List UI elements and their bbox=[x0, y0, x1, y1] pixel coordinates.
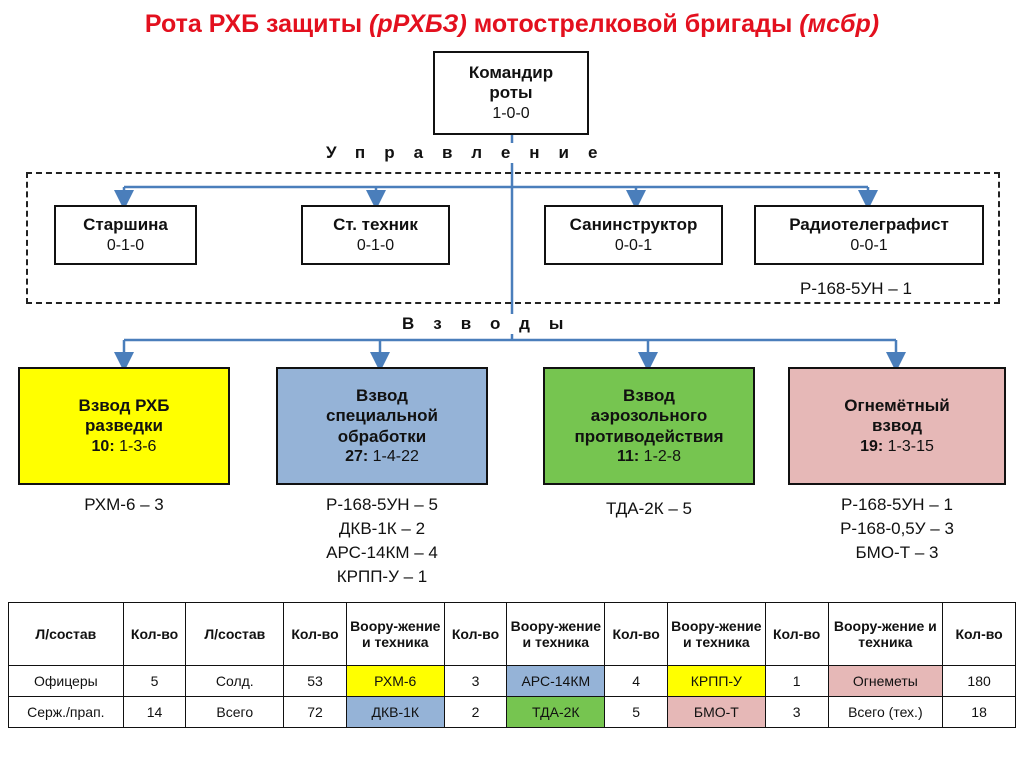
platoon-name-line: Взвод bbox=[623, 385, 675, 405]
title-abbr-brigade: (мсбр) bbox=[799, 10, 880, 38]
table-header-cell: Л/состав bbox=[186, 603, 284, 666]
platoon-total: 11: bbox=[616, 447, 640, 465]
table-cell: 5 bbox=[123, 666, 186, 697]
management-equipment-note: Р-168-5УН – 1 bbox=[800, 279, 912, 298]
platoon-name-line: специальной bbox=[326, 406, 438, 426]
platoon-name-line: обработки bbox=[337, 426, 427, 446]
table-row bbox=[9, 666, 1016, 697]
platoons-label: Взводы bbox=[398, 314, 586, 334]
table-cell: 5 bbox=[605, 697, 668, 728]
commander-box bbox=[433, 51, 589, 135]
table-header-cell: Кол-во bbox=[605, 603, 668, 666]
management-label: Управление bbox=[322, 143, 620, 163]
table-header-cell: Л/состав bbox=[9, 603, 124, 666]
equipment-item: Р-168-0,5У – 3 bbox=[840, 519, 954, 538]
management-name: Санинструктор bbox=[569, 215, 698, 235]
equipment-item: ТДА-2К – 5 bbox=[605, 499, 693, 518]
table-header-cell: Кол-во bbox=[444, 603, 507, 666]
table-cell: 180 bbox=[943, 666, 1016, 697]
commander-name-line2: роты bbox=[489, 83, 533, 103]
table-cell: Серж./прап. bbox=[9, 697, 124, 728]
table-cell: БМО-Т bbox=[668, 697, 766, 728]
platoon-breakdown: 1-2-8 bbox=[639, 447, 682, 465]
equipment-item: КРПП-У – 1 bbox=[336, 567, 428, 586]
management-box-senior-technician bbox=[301, 205, 450, 265]
platoon-total: 19: bbox=[860, 437, 884, 455]
platoon-name-line: Взвод bbox=[356, 385, 408, 405]
table-cell: ТДА-2К bbox=[507, 697, 605, 728]
table-cell: 18 bbox=[943, 697, 1016, 728]
management-numbers: 0-0-1 bbox=[850, 236, 888, 254]
table-cell: КРПП-У bbox=[668, 666, 766, 697]
summary-table bbox=[8, 602, 1016, 728]
equipment-item: ДКВ-1К – 2 bbox=[338, 519, 426, 538]
commander-numbers: 1-0-0 bbox=[492, 104, 530, 122]
table-cell: 3 bbox=[444, 666, 507, 697]
platoon-name-line: аэрозольного bbox=[590, 406, 708, 426]
table-cell: РХМ-6 bbox=[346, 666, 444, 697]
platoon-name-line: Взвод РХБ bbox=[78, 396, 170, 416]
equipment-item: Р-168-5УН – 1 bbox=[841, 495, 953, 514]
equipment-item: АРС-14КМ – 4 bbox=[326, 543, 438, 562]
platoon-name-line: взвод bbox=[871, 416, 923, 436]
equipment-item: БМО-Т – 3 bbox=[855, 543, 939, 562]
title-abbr-company: (рРХБЗ) bbox=[369, 10, 467, 38]
table-cell: Всего bbox=[186, 697, 284, 728]
platoon-total: 10: bbox=[91, 437, 115, 455]
table-row bbox=[9, 697, 1016, 728]
table-header-cell: Воору-жение и техника bbox=[507, 603, 605, 666]
commander-name-line1: Командир bbox=[468, 63, 554, 83]
equipment-item: РХМ-6 – 3 bbox=[84, 495, 164, 514]
management-name: Ст. техник bbox=[333, 215, 418, 235]
platoon-breakdown: 1-3-15 bbox=[883, 437, 934, 455]
title-mid: мотострелковой бригады bbox=[466, 10, 800, 38]
table-cell: 1 bbox=[765, 666, 828, 697]
table-cell: Огнеметы bbox=[828, 666, 943, 697]
platoon-name-line: противодействия bbox=[574, 426, 724, 446]
platoon-equipment-list bbox=[543, 497, 755, 521]
management-numbers: 0-1-0 bbox=[356, 236, 395, 254]
management-numbers: 0-1-0 bbox=[106, 236, 145, 254]
table-cell: АРС-14КМ bbox=[507, 666, 605, 697]
management-name: Старшина bbox=[83, 215, 168, 235]
platoon-name-line: разведки bbox=[85, 416, 163, 436]
management-name: Радиотелеграфист bbox=[789, 215, 949, 235]
management-box-sergeant-major bbox=[54, 205, 197, 265]
table-header-cell: Кол-во bbox=[284, 603, 347, 666]
table-cell: ДКВ-1К bbox=[346, 697, 444, 728]
platoon-breakdown: 1-4-22 bbox=[368, 447, 419, 465]
platoon-name-line: Огнемётный bbox=[844, 396, 950, 416]
platoon-equipment-list bbox=[788, 493, 1006, 565]
equipment-item: Р-168-5УН – 5 bbox=[326, 495, 438, 514]
title-main: Рота РХБ защиты bbox=[144, 10, 370, 38]
table-cell: Солд. bbox=[186, 666, 284, 697]
table-header-cell: Воору-жение и техника bbox=[346, 603, 444, 666]
table-header-cell: Кол-во bbox=[765, 603, 828, 666]
table-cell: Офицеры bbox=[9, 666, 124, 697]
table-header-cell: Воору-жение и техника bbox=[668, 603, 766, 666]
table-cell: 2 bbox=[444, 697, 507, 728]
table-header-row bbox=[9, 603, 1016, 666]
table-cell: 14 bbox=[123, 697, 186, 728]
table-cell: Всего (тех.) bbox=[828, 697, 943, 728]
management-box-medical-instructor bbox=[544, 205, 723, 265]
platoon-box-flamethrower bbox=[788, 367, 1006, 485]
table-header-cell: Кол-во bbox=[123, 603, 186, 666]
table-header-cell: Воору-жение и техника bbox=[828, 603, 943, 666]
table-header-cell: Кол-во bbox=[943, 603, 1016, 666]
platoon-equipment-list bbox=[18, 493, 230, 517]
table-cell: 72 bbox=[284, 697, 347, 728]
management-box-radiotelegraphist bbox=[754, 205, 984, 265]
platoon-box-aerosol-countermeasures bbox=[543, 367, 755, 485]
platoon-total: 27: bbox=[345, 447, 369, 465]
platoon-breakdown: 1-3-6 bbox=[114, 437, 157, 455]
platoon-box-special-treatment bbox=[276, 367, 488, 485]
table-cell: 53 bbox=[284, 666, 347, 697]
platoon-equipment-list bbox=[276, 493, 488, 589]
table-cell: 3 bbox=[765, 697, 828, 728]
management-numbers: 0-0-1 bbox=[614, 236, 653, 254]
platoon-box-chemical-recon bbox=[18, 367, 230, 485]
table-cell: 4 bbox=[605, 666, 668, 697]
